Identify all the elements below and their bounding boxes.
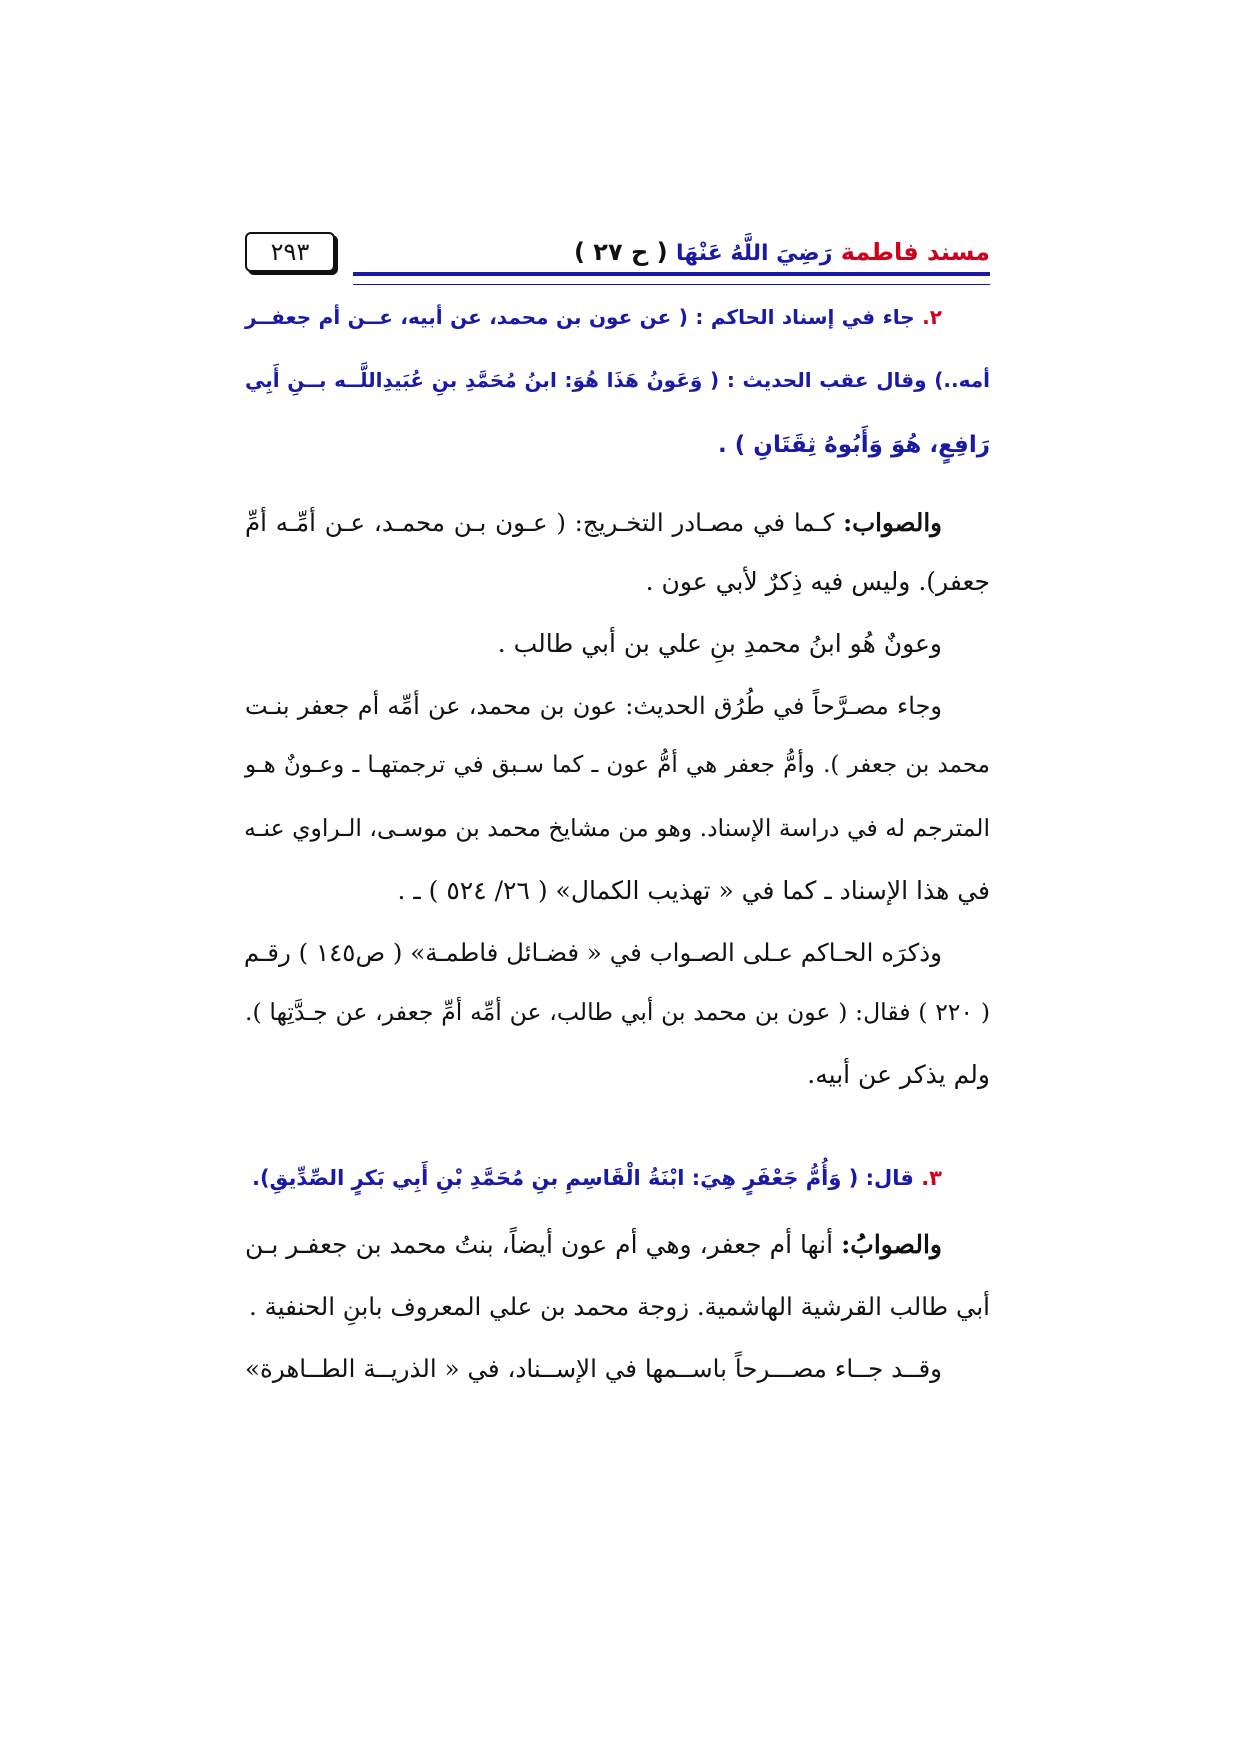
sawab-2-text-3: وقــد جــاء مصـــرحاً باســمها في الإســناد، في « الذريــة الطــاهرة» bbox=[245, 1354, 942, 1383]
came-line-2 bbox=[245, 752, 990, 778]
awn-text: وعونٌ هُو ابنُ محمدِ بنِ علي بن أبي طالب . bbox=[497, 629, 942, 658]
section-3-line bbox=[245, 1166, 990, 1190]
came-line-1 bbox=[245, 692, 990, 720]
came-line-4 bbox=[245, 876, 990, 905]
section-2-text-2: أمه..) وقال عقب الحديث : ( وَعَونُ هَذَا هُوَ: ابنُ مُحَمَّدِ بنِ عُبَيدِاللَّــه بــنِ أَبِي bbox=[245, 368, 990, 392]
running-title bbox=[574, 238, 990, 266]
header-rule bbox=[353, 272, 990, 285]
section-3-label: قال: bbox=[865, 1166, 914, 1190]
hakim-text-2: ( ٢٢٠ ) فقال: ( عون بن محمد بن أبي طالب، عن أمِّه أمِّ جعفر، عن جـدَّتِها ). bbox=[245, 998, 991, 1026]
sawab-2-label: والصوابُ: bbox=[841, 1230, 943, 1259]
awn-line bbox=[245, 629, 990, 658]
came-text-3: المترجم له في دراسة الإسناد. وهو من مشايخ محمد بن موسـى، الـراوي عنـه bbox=[244, 814, 990, 842]
hadith-number: ( ح ٢٧ ) bbox=[573, 238, 668, 266]
sawab-2-line-2 bbox=[245, 1292, 990, 1321]
hakim-line-2 bbox=[245, 998, 990, 1026]
sawab-2-line-1 bbox=[245, 1230, 990, 1259]
came-text-4: في هذا الإسناد ـ كما في « تهذيب الكمال» ( ٢٦/ ٥٢٤ ) ـ . bbox=[397, 876, 990, 905]
page-number: ٢٩٣ bbox=[270, 238, 310, 266]
section-3-number: ٣. bbox=[921, 1166, 942, 1190]
section-2-text-3: رَافِعٍ، هُوَ وَأَبُوهُ ثِقَتَانِ ) . bbox=[718, 432, 990, 458]
section-2-line-1 bbox=[245, 305, 990, 329]
sawab-1-text-2: جعفر). وليس فيه ذِكرٌ لأبي عون . bbox=[645, 567, 990, 596]
came-text-1: وجاء مصـرَّحاً في طُرُق الحديث: عون بن محمد، عن أمِّه أم جعفر بنـت bbox=[245, 692, 942, 720]
sawab-2-line-3 bbox=[245, 1354, 990, 1383]
section-2-line-2 bbox=[245, 368, 990, 392]
hakim-text-3: ولم يذكر عن أبيه. bbox=[807, 1060, 990, 1089]
sawab-2-text-1: أنها أم جعفر، وهي أم عون أيضاً، بنتُ محمد بن جعفـر بـن bbox=[245, 1230, 834, 1259]
sawab-1-text-1: كـما في مصـادر التخـريج: ( عـون بـن محمـد، عـن أمِّـه أمِّ bbox=[245, 508, 835, 537]
hakim-line-3 bbox=[245, 1060, 990, 1089]
section-3-quote: ( وَأُمُّ جَعْفَرٍ هِيَ: ابْنَةُ الْقَاسِمِ بنِ مُحَمَّدِ بْنِ أَبِي بَكرٍ الصِّدِّيقِ). bbox=[251, 1166, 859, 1190]
came-text-2: محمد بن جعفر ). وأمُّ جعفر هي أمُّ عون ـ كما سـبق في ترجمتهـا ـ وعـونٌ هـو bbox=[245, 752, 990, 778]
page-header bbox=[245, 232, 990, 292]
running-title-main: مسند فاطمة bbox=[840, 238, 990, 266]
sawab-1-line-1 bbox=[245, 508, 990, 537]
section-2-line-3 bbox=[245, 432, 990, 458]
sawab-1-line-2 bbox=[245, 567, 990, 596]
hakim-text-1: وذكرَه الحـاكم عـلى الصـواب في « فضـائل فاطمـة» ( ص١٤٥ ) رقـم bbox=[243, 938, 942, 967]
section-2-text-1: جاء في إسناد الحاكم : ( عن عون بن محمد، عن أبيه، عــن أم جعفــر bbox=[245, 305, 915, 329]
page-number-box bbox=[245, 232, 335, 272]
sawab-2-text-2: أبي طالب القرشية الهاشمية. زوجة محمد بن علي المعروف بابنِ الحنفية . bbox=[249, 1292, 990, 1321]
sawab-1-label: والصواب: bbox=[843, 508, 942, 537]
section-2-number: ٢. bbox=[922, 305, 942, 329]
came-line-3 bbox=[245, 814, 990, 842]
hakim-line-1 bbox=[245, 938, 990, 967]
honorific-calligraphy: رَضِيَ اللَّهُ عَنْهَا bbox=[675, 241, 833, 266]
